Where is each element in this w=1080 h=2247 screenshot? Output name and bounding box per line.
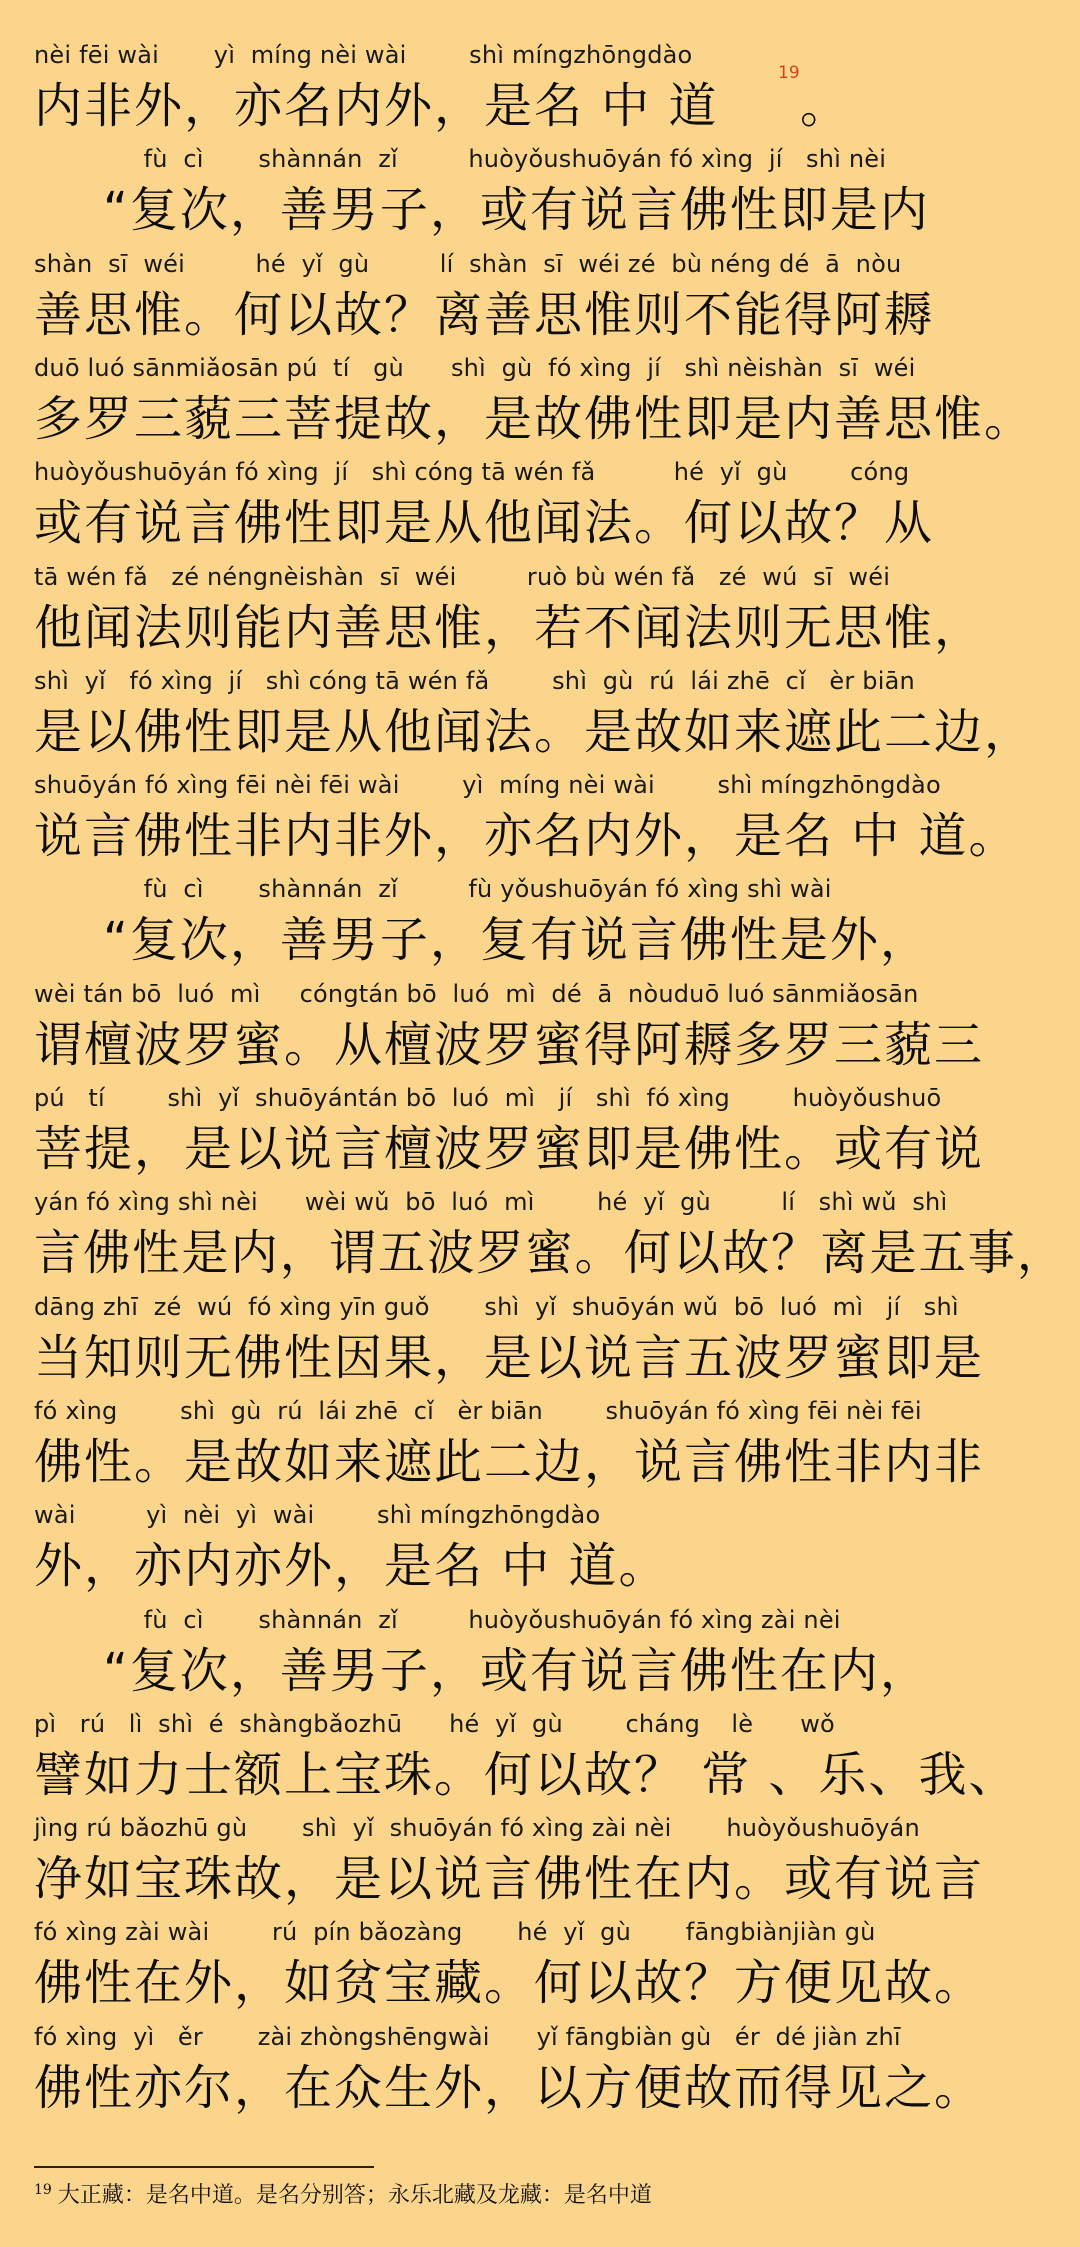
- hanzi-line: 净如宝珠故，是以说言佛性在内。或有说言: [34, 1851, 985, 1908]
- footnote-divider: [34, 2166, 374, 2168]
- pinyin-line: jìng rú bǎozhū gù shì yǐ shuōyán fó xìng zài nèi huòyǒushuōyán: [34, 1814, 920, 1843]
- hanzi-line: 内非外，亦名内外，是名 中 道: [34, 78, 719, 134]
- text-line: [0, 1917, 1080, 2021]
- hanzi-line: “复次，善男子，或有说言佛性在内，: [34, 1642, 930, 1699]
- text-line: [0, 562, 1080, 666]
- hanzi-line: “复次，善男子，复有说言佛性是外，: [34, 912, 930, 969]
- hanzi-line: 他闻法则能内善思惟，若不闻法则无思惟，: [34, 599, 985, 656]
- pinyin-line: fó xìng shì gù rú lái zhē cǐ èr biān shuōyán fó xìng fēi nèi fēi: [34, 1396, 922, 1425]
- text-line: [0, 1187, 1080, 1291]
- pinyin-line: dāng zhī zé wú fó xìng yīn guǒ shì yǐ shuōyán wǔ bō luó mì jí shì: [34, 1292, 959, 1321]
- text-line: [0, 2022, 1080, 2126]
- pinyin-line: fó xìng yì ěr zài zhòngshēngwài yǐ fāngbiàn gù ér dé jiàn zhī: [34, 2022, 901, 2051]
- text-line: [0, 979, 1080, 1083]
- pinyin-line: pú tí shì yǐ shuōyántán bō luó mì jí shì fó xìng huòyǒushuō: [34, 1084, 942, 1112]
- pinyin-line: fó xìng zài wài rú pín bǎozàng hé yǐ gù fāngbiànjiàn gù: [34, 1918, 876, 1947]
- text-line: [0, 1605, 1080, 1709]
- hanzi-line: 谓檀波罗蜜。从檀波罗蜜得阿耨多罗三藐三: [34, 1016, 985, 1073]
- pinyin-line: fù cì shànnán zǐ huòyǒushuōyán fó xìng zài nèi: [34, 1605, 841, 1634]
- footnote-ref[interactable]: 19: [778, 63, 800, 83]
- pinyin-line: wài yì nèi yì wài shì míngzhōngdào: [34, 1501, 601, 1530]
- hanzi-line: 外，亦内亦外，是名 中 道。: [34, 1538, 669, 1595]
- text-line: [0, 1500, 1080, 1604]
- text-line: [0, 1813, 1080, 1917]
- hanzi-line: 多罗三藐三菩提故，是故佛性即是内善思惟。: [34, 390, 1035, 447]
- text-line: [0, 874, 1080, 978]
- pinyin-line: wèi tán bō luó mì cóngtán bō luó mì dé ā nòuduō luó sānmiǎosān: [34, 979, 919, 1008]
- hanzi-line: 善思惟。何以故？离善思惟则不能得阿耨: [34, 286, 935, 343]
- text-line: [0, 1292, 1080, 1396]
- hanzi-line: 譬如力士额上宝珠。何以故？ 常 、乐、我、: [34, 1746, 1019, 1803]
- text-line: [0, 1083, 1080, 1187]
- hanzi-line: 佛性在外，如贫宝藏。何以故？方便见故。: [34, 1955, 985, 2012]
- hanzi-line: 佛性亦尔，在众生外，以方便故而得见之。: [34, 2059, 985, 2116]
- pinyin-line: shuōyán fó xìng fēi nèi fēi wài yì míng nèi wài shì míngzhōngdào: [34, 771, 941, 800]
- hanzi-line: 或有说言佛性即是从他闻法。何以故？从: [34, 495, 935, 552]
- text-line: [0, 249, 1080, 353]
- pinyin-line: duō luó sānmiǎosān pú tí gù shì gù fó xìng jí shì nèishàn sī wéi: [34, 353, 916, 382]
- footnote: [34, 2180, 1054, 2220]
- hanzi-line: 佛性。是故如来遮此二边，说言佛性非内非: [34, 1433, 985, 1490]
- hanzi-line-tail: 。: [800, 78, 851, 134]
- footnote-text: 大正藏：是名中道。是名分别答；永乐北藏及龙藏：是名中道: [57, 2183, 652, 2208]
- text-line: [0, 1396, 1080, 1500]
- text-line: [0, 353, 1080, 457]
- pinyin-line: yán fó xìng shì nèi wèi wǔ bō luó mì hé yǐ gù lí shì wǔ shì: [34, 1188, 948, 1217]
- hanzi-line: 是以佛性即是从他闻法。是故如来遮此二边，: [34, 703, 1035, 760]
- text-line: [0, 144, 1080, 248]
- text-line: [0, 457, 1080, 561]
- hanzi-line: 说言佛性非内非外，亦名内外，是名 中 道。: [34, 808, 1019, 865]
- pinyin-line: pì rú lì shì é shàngbǎozhū hé yǐ gù cháng lè wǒ: [34, 1709, 835, 1738]
- footnote-number: 19: [34, 2181, 52, 2198]
- text-line: [0, 1709, 1080, 1813]
- pinyin-line: fù cì shànnán zǐ fù yǒushuōyán fó xìng shì wài: [34, 875, 832, 904]
- pinyin-line: shàn sī wéi hé yǐ gù lí shàn sī wéi zé bù néng dé ā nòu: [34, 249, 902, 278]
- text-line: [0, 666, 1080, 770]
- pinyin-line: nèi fēi wài yì míng nèi wài shì míngzhōngdào: [34, 41, 693, 69]
- text-line: [0, 40, 1080, 144]
- hanzi-line: 言佛性是内，谓五波罗蜜。何以故？离是五事，: [34, 1225, 1067, 1282]
- pinyin-line: shì yǐ fó xìng jí shì cóng tā wén fǎ shì gù rú lái zhē cǐ èr biān: [34, 666, 915, 695]
- pinyin-line: huòyǒushuōyán fó xìng jí shì cóng tā wén fǎ hé yǐ gù cóng: [34, 458, 910, 487]
- pinyin-line: fù cì shànnán zǐ huòyǒushuōyán fó xìng jí shì nèi: [34, 145, 887, 174]
- hanzi-line: 菩提，是以说言檀波罗蜜即是佛性。或有说: [34, 1121, 985, 1177]
- hanzi-line: 当知则无佛性因果，是以说言五波罗蜜即是: [34, 1329, 985, 1386]
- text-line: [0, 770, 1080, 874]
- pinyin-line: tā wén fǎ zé néngnèishàn sī wéi ruò bù wén fǎ zé wú sī wéi: [34, 562, 891, 591]
- hanzi-line: “复次，善男子，或有说言佛性即是内: [34, 182, 930, 239]
